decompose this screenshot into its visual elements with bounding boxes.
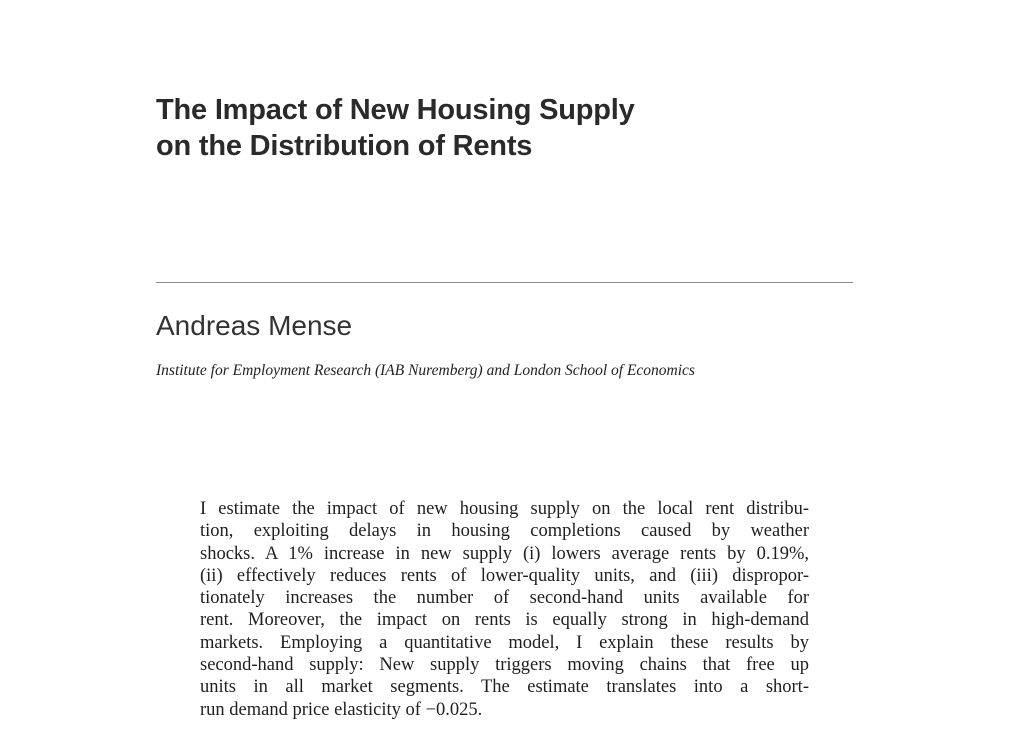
author-affiliation: Institute for Employment Research (IAB Nuremberg) and London School of Economics [156,362,695,379]
abstract-line: run demand price elasticity of −0.025. [200,699,483,720]
abstract-line: rent. Moreover, the impact on rents is equally strong in high-demand [200,610,809,631]
abstract-line: tionately increases the number of second-hand units available for [200,588,809,609]
abstract-line: tion, exploiting delays in housing completions caused by weather [200,521,809,542]
paper-title-line-1: The Impact of New Housing Supply [156,94,635,126]
title-divider [156,282,853,283]
author-name: Andreas Mense [156,310,353,341]
paper-title-line-2: on the Distribution of Rents [156,130,533,162]
abstract-line: shocks. A 1% increase in new supply (i) lowers average rents by 0.19%, [200,543,809,564]
abstract [200,498,809,721]
paper-title [156,92,796,164]
abstract-line: markets. Employing a quantitative model, I explain these results by [200,632,809,653]
abstract-line: second-hand supply: New supply triggers moving chains that free up [200,655,809,676]
abstract-line: I estimate the impact of new housing supply on the local rent distribu- [200,499,809,519]
abstract-line: units in all market segments. The estimate translates into a short- [200,677,809,698]
abstract-line: (ii) effectively reduces rents of lower-quality units, and (iii) dispropor- [200,565,809,586]
